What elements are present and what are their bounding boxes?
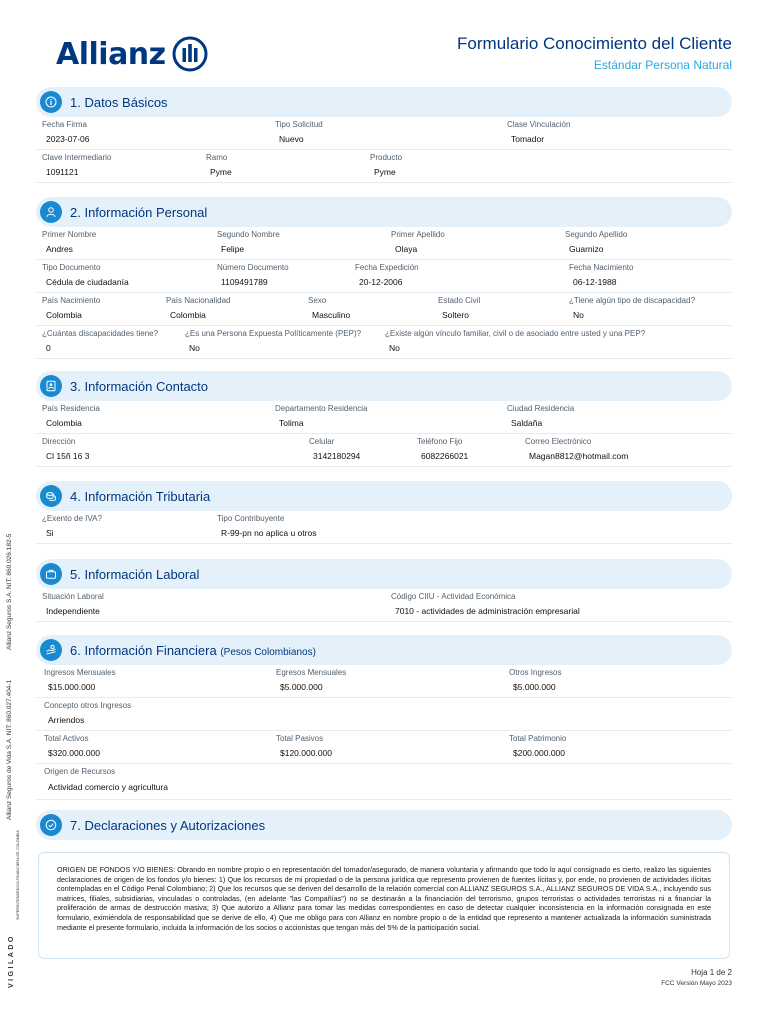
field-label: Fecha Expedición bbox=[355, 263, 419, 272]
field-label: Segundo Nombre bbox=[217, 230, 280, 239]
field-label: Origen de Recursos bbox=[44, 767, 116, 776]
correo-field bbox=[519, 437, 628, 461]
field-label: ¿Es una Persona Expuesta Políticamente (PEP)? bbox=[185, 329, 362, 338]
telefono-fijo-field bbox=[411, 437, 468, 461]
pep-field bbox=[179, 329, 361, 353]
section-informacion-contacto bbox=[36, 371, 732, 467]
total-pasivos-field bbox=[270, 734, 332, 758]
discapacidad-field bbox=[563, 296, 695, 320]
section-title: 4. Información Tributaria bbox=[70, 488, 211, 504]
field-label: Departamento Residencia bbox=[275, 404, 368, 413]
title-block bbox=[457, 34, 732, 72]
field-value: $320.000.000 bbox=[48, 748, 100, 758]
side-legal-vida bbox=[6, 660, 18, 820]
section-datos-basicos bbox=[36, 87, 732, 183]
field-label: País Residencia bbox=[42, 404, 100, 413]
form-row bbox=[36, 511, 732, 544]
primer-apellido-field bbox=[385, 230, 445, 254]
departamento-residencia-field bbox=[269, 404, 368, 428]
tipo-solicitud-field bbox=[269, 120, 323, 144]
field-value: No bbox=[573, 310, 584, 320]
form-row bbox=[36, 260, 732, 293]
field-value: R-99-pn no aplica u otros bbox=[221, 528, 317, 538]
field-value: Pyme bbox=[210, 167, 232, 177]
declarations-box bbox=[38, 852, 730, 959]
estado-civil-field bbox=[432, 296, 480, 320]
field-label: ¿Exento de IVA? bbox=[42, 514, 102, 523]
field-label: Celular bbox=[309, 437, 335, 446]
celular-field bbox=[303, 437, 360, 461]
coins-icon bbox=[40, 485, 62, 507]
field-value: Actividad comercio y agricultura bbox=[48, 782, 168, 792]
field-label: Dirección bbox=[42, 437, 76, 446]
ramo-field bbox=[200, 153, 232, 177]
section-informacion-financiera bbox=[36, 635, 732, 800]
field-value: Masculino bbox=[312, 310, 351, 320]
form-header bbox=[38, 28, 732, 78]
tipo-contribuyente-field bbox=[211, 514, 316, 538]
pais-residencia-field bbox=[36, 404, 100, 428]
field-label: Fecha Firma bbox=[42, 120, 87, 129]
section-declaraciones bbox=[36, 810, 732, 840]
field-label: Segundo Apellido bbox=[565, 230, 628, 239]
form-row bbox=[36, 293, 732, 326]
briefcase-icon bbox=[40, 563, 62, 585]
form-row bbox=[36, 150, 732, 183]
total-patrimonio-field bbox=[503, 734, 566, 758]
field-value: 1109491789 bbox=[221, 277, 268, 287]
codigo-ciiu-field bbox=[385, 592, 580, 616]
field-value: $5.000.000 bbox=[513, 682, 556, 692]
field-value: 6082266021 bbox=[421, 451, 469, 461]
field-label: Ciudad Residencia bbox=[507, 404, 575, 413]
section-informacion-personal bbox=[36, 197, 732, 359]
page-number: Hoja 1 de 2 bbox=[691, 968, 732, 977]
section-title bbox=[70, 643, 316, 658]
field-value: Arriendos bbox=[48, 715, 85, 725]
allianz-logo bbox=[56, 36, 208, 72]
concepto-otros-ingresos-field bbox=[38, 701, 131, 725]
field-label: Total Pasivos bbox=[276, 734, 324, 743]
section-header bbox=[36, 87, 732, 117]
field-label: Clase Vinculación bbox=[507, 120, 571, 129]
info-icon bbox=[40, 91, 62, 113]
form-row bbox=[36, 227, 732, 260]
field-value: Soltero bbox=[442, 310, 469, 320]
field-label: Primer Nombre bbox=[42, 230, 97, 239]
field-value: Cédula de ciudadanía bbox=[46, 277, 129, 287]
vigilado-text: VIGILADO bbox=[8, 934, 15, 988]
field-value: Colombia bbox=[46, 310, 82, 320]
total-activos-field bbox=[38, 734, 100, 758]
field-value: Andres bbox=[46, 244, 73, 254]
form-row bbox=[36, 434, 732, 467]
field-label: ¿Existe algún vínculo familiar, civil o de asociado entre usted y una PEP? bbox=[385, 329, 646, 338]
field-value: Cl 15ñ 16 3 bbox=[46, 451, 90, 461]
section-informacion-tributaria bbox=[36, 481, 732, 544]
numero-documento-field bbox=[211, 263, 289, 287]
form-row bbox=[36, 401, 732, 434]
field-value: Colombia bbox=[170, 310, 206, 320]
section-title-text: 6. Información Financiera bbox=[70, 642, 217, 658]
section-title-suffix: (Pesos Colombianos) bbox=[220, 646, 316, 658]
section-title: 3. Información Contacto bbox=[70, 378, 209, 394]
egresos-mensuales-field bbox=[270, 668, 346, 692]
field-value: Magan8812@hotmail.com bbox=[529, 451, 629, 461]
form-row bbox=[36, 698, 732, 731]
field-label: Número Documento bbox=[217, 263, 289, 272]
document-title: Formulario Conocimiento del Cliente bbox=[457, 34, 732, 53]
field-value: Pyme bbox=[374, 167, 396, 177]
field-label: Sexo bbox=[308, 296, 327, 305]
ciudad-residencia-field bbox=[501, 404, 574, 428]
field-label: Ingresos Mensuales bbox=[44, 668, 116, 677]
brand-name: Allianz bbox=[56, 36, 166, 72]
section-header bbox=[36, 481, 732, 511]
field-value: 1091121 bbox=[46, 167, 79, 177]
form-row bbox=[36, 764, 732, 800]
field-value: Olaya bbox=[395, 244, 418, 254]
field-value: 20-12-2006 bbox=[359, 277, 403, 287]
field-label: ¿Tiene algún tipo de discapacidad? bbox=[569, 296, 696, 305]
fecha-expedicion-field bbox=[349, 263, 419, 287]
field-label: Tipo Contribuyente bbox=[217, 514, 285, 523]
field-label: País Nacionalidad bbox=[166, 296, 231, 305]
direccion-field bbox=[36, 437, 89, 461]
field-value: No bbox=[389, 343, 400, 353]
field-value: $5.000.000 bbox=[280, 682, 323, 692]
field-value: $15.000.000 bbox=[48, 682, 96, 692]
producto-field bbox=[364, 153, 402, 177]
field-label: País Nacimiento bbox=[42, 296, 101, 305]
section-informacion-laboral bbox=[36, 559, 732, 622]
field-label: Total Activos bbox=[44, 734, 89, 743]
field-label: Teléfono Fijo bbox=[417, 437, 463, 446]
clase-vinculacion-field bbox=[501, 120, 570, 144]
vinculo-pep-field bbox=[379, 329, 645, 353]
field-label: Estado Civil bbox=[438, 296, 481, 305]
section-header bbox=[36, 635, 732, 665]
form-version: FCC Versión Mayo 2023 bbox=[661, 980, 732, 987]
form-row bbox=[36, 589, 732, 622]
field-label: Total Patrimonio bbox=[509, 734, 567, 743]
section-header bbox=[36, 810, 732, 840]
tipo-documento-field bbox=[36, 263, 129, 287]
field-value: 0 bbox=[46, 343, 51, 353]
allianz-eagle-icon bbox=[172, 36, 208, 72]
field-label: Egresos Mensuales bbox=[276, 668, 347, 677]
section-title: 1. Datos Básicos bbox=[70, 94, 168, 110]
page-footer bbox=[661, 968, 732, 987]
cuantas-discapacidades-field bbox=[36, 329, 158, 353]
side-legal-seguros bbox=[6, 520, 18, 650]
legal-seguros-text: Allianz Seguros S.A. NIT: 860.026.182-5 bbox=[6, 533, 13, 650]
field-value: Nuevo bbox=[279, 134, 304, 144]
field-label: Situación Laboral bbox=[42, 592, 104, 601]
field-label: Tipo Documento bbox=[42, 263, 101, 272]
legal-vida-text: Allianz Seguros de Vida S.A. NIT: 860.027.404-1 bbox=[6, 679, 13, 820]
primer-nombre-field bbox=[36, 230, 96, 254]
form-row bbox=[36, 731, 732, 764]
section-header bbox=[36, 371, 732, 401]
field-label: Primer Apellido bbox=[391, 230, 445, 239]
section-title: 7. Declaraciones y Autorizaciones bbox=[70, 817, 266, 833]
section-header bbox=[36, 559, 732, 589]
money-hand-icon bbox=[40, 639, 62, 661]
person-icon bbox=[40, 201, 62, 223]
clave-intermediario-field bbox=[36, 153, 111, 177]
check-circle-icon bbox=[40, 814, 62, 836]
field-value: $200.000.000 bbox=[513, 748, 565, 758]
document-subtitle: Estándar Persona Natural bbox=[593, 58, 732, 72]
field-label: Ramo bbox=[206, 153, 228, 162]
section-header bbox=[36, 197, 732, 227]
sexo-field bbox=[302, 296, 350, 320]
pais-nacimiento-field bbox=[36, 296, 100, 320]
field-label: Código CIIU - Actividad Económica bbox=[391, 592, 516, 601]
contact-card-icon bbox=[40, 375, 62, 397]
section-title: 5. Información Laboral bbox=[70, 566, 200, 582]
pais-nacionalidad-field bbox=[160, 296, 230, 320]
field-label: Clave Intermediario bbox=[42, 153, 112, 162]
ingresos-mensuales-field bbox=[38, 668, 116, 692]
field-value: Felipe bbox=[221, 244, 245, 254]
segundo-nombre-field bbox=[211, 230, 280, 254]
field-value: No bbox=[189, 343, 200, 353]
origen-recursos-field bbox=[38, 767, 168, 792]
exento-iva-field bbox=[36, 514, 102, 538]
field-value: $120.000.000 bbox=[280, 748, 332, 758]
field-value: Saldaña bbox=[511, 418, 543, 428]
field-label: Concepto otros Ingresos bbox=[44, 701, 132, 710]
superintendencia-text: SUPERINTENDENCIA FINANCIERA DE COLOMBIA bbox=[16, 830, 20, 920]
field-value: 06-12-1988 bbox=[573, 277, 617, 287]
form-row bbox=[36, 326, 732, 359]
fecha-nacimiento-field bbox=[563, 263, 633, 287]
fecha-firma-field bbox=[36, 120, 89, 144]
field-value: Independiente bbox=[46, 606, 100, 616]
field-label: Otros Ingresos bbox=[509, 668, 562, 677]
declarations-text: ORIGEN DE FONDOS Y/O BIENES: Obrando en nombre propio o en representación del tomador/asegurado, de manera voluntaria y afirmando que todo lo aquí consignado es cierto, realizo las siguientes declaraciones de origen de los fondos y/o bienes: 1) Que los recursos de mi propiedad o de la persona jurídica que represento provienen de fuentes lícitas y, por ende, no provienen de actividades ilícitas contempladas en el Código Penal Colombiano; 2) Que los recursos que se deriven del desarrollo de la relación comercial con ALLIANZ SEGUROS S.A., ALLIANZ SEGUROS DE VIDA S.A., incluyendo sus matrices, filiales, subsidiarias, vinculadas o controladas, (en adelante "las Compañías") no se destinarán a la financiación del terrorismo, grupos terroristas o actividades terroristas ni a financiar la proliferación de armas de destrucción masiva; 3) Que autorizo a Allianz para tomar las medidas correspondientes en caso de detectar cualquier inconsistencia en la información consignada en este formulario, eximiéndola de responsabilidad que se derive de ello, 4) Que me obligo para con Allianz en nombre propio o de la entidad que represento a mantener actualizada la información suministrada mediante el presente formulario, incluida la información de los socios o accionistas que tengan más del 5% de la participación social. bbox=[57, 865, 711, 932]
field-value: Tolima bbox=[279, 418, 304, 428]
field-value: 3142180294 bbox=[313, 451, 361, 461]
segundo-apellido-field bbox=[559, 230, 627, 254]
field-value: Tomador bbox=[511, 134, 545, 144]
field-label: Producto bbox=[370, 153, 403, 162]
field-label: Fecha Nacimiento bbox=[569, 263, 634, 272]
field-value: Colombia bbox=[46, 418, 82, 428]
situacion-laboral-field bbox=[36, 592, 104, 616]
field-value: Si bbox=[46, 528, 54, 538]
field-value: Guarnizo bbox=[569, 244, 604, 254]
form-row bbox=[36, 117, 732, 150]
otros-ingresos-field bbox=[503, 668, 561, 692]
field-label: ¿Cuántas discapacidades tiene? bbox=[42, 329, 159, 338]
section-title: 2. Información Personal bbox=[70, 204, 208, 220]
form-row bbox=[36, 665, 732, 698]
field-label: Correo Electrónico bbox=[525, 437, 592, 446]
field-value: 2023-07-06 bbox=[46, 134, 90, 144]
field-label: Tipo Solicitud bbox=[275, 120, 323, 129]
field-value: 7010 - actividades de administración empresarial bbox=[395, 606, 580, 616]
